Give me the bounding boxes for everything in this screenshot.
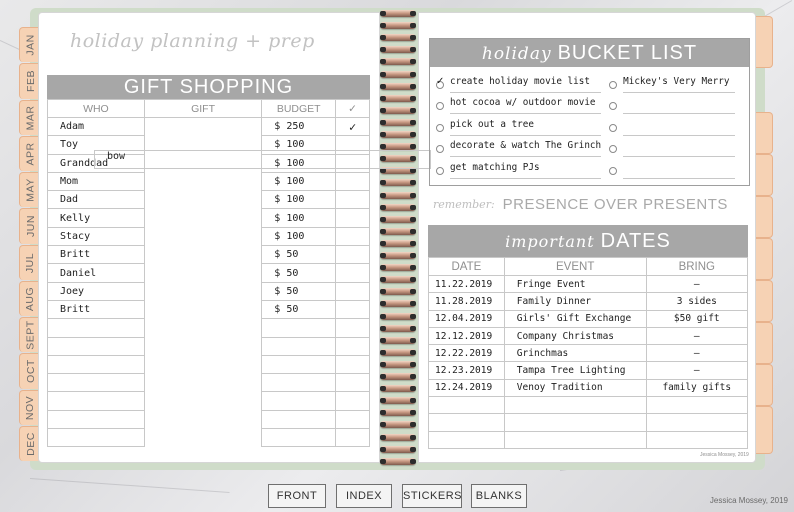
dates-row (429, 431, 748, 448)
dates-cell-date[interactable]: 12.12.2019 (429, 327, 505, 344)
bucket-list-item-text[interactable]: decorate & watch The Grinch (450, 140, 601, 157)
gift-row (48, 355, 370, 373)
checkbox-circle-icon[interactable] (609, 167, 617, 175)
right-tab[interactable] (754, 280, 773, 322)
month-tab-label: MAR (24, 105, 37, 131)
gift-cell-who[interactable]: Stacy (48, 227, 145, 245)
dates-cell-event[interactable] (504, 431, 646, 448)
gift-cell-budget[interactable]: $ 50 (262, 264, 336, 282)
gift-cell-budget[interactable] (262, 337, 336, 355)
gift-cell-who[interactable]: Adam (48, 118, 145, 136)
gift-row (48, 209, 370, 227)
spiral-ring (380, 252, 416, 259)
dates-cell-event[interactable] (504, 397, 646, 414)
spiral-ring (380, 373, 416, 380)
dates-cell-date[interactable] (429, 397, 505, 414)
gift-table (47, 99, 370, 447)
bucket-list-heading: BUCKET LIST (557, 42, 698, 64)
gift-cell-who[interactable] (48, 429, 145, 447)
dates-cell-bring[interactable] (646, 397, 747, 414)
gift-cell-budget[interactable]: $ 250 (262, 118, 336, 136)
spiral-ring (380, 458, 416, 465)
gift-cell-gift[interactable] (94, 150, 431, 169)
dates-cell-bring[interactable]: — (646, 362, 747, 379)
dates-cell-bring[interactable]: family gifts (646, 379, 747, 396)
month-tab-label: AUG (24, 286, 37, 312)
gift-row (48, 264, 370, 282)
bucket-list-item-text[interactable]: get matching PJs (450, 162, 601, 179)
bucket-list-item (436, 71, 609, 93)
dates-cell-bring[interactable]: $50 gift (646, 310, 747, 327)
spiral-ring (380, 22, 416, 29)
gift-row (48, 282, 370, 300)
bucket-list-item-text[interactable]: pick out a tree (450, 119, 601, 136)
gift-row (48, 191, 370, 209)
gift-cell-budget[interactable]: $ 50 (262, 300, 336, 318)
gift-row (48, 300, 370, 318)
bucket-list-item-text[interactable] (623, 97, 735, 114)
bucket-list-item (609, 93, 743, 115)
spiral-ring (380, 228, 416, 235)
spiral-ring (380, 409, 416, 416)
gift-cell-budget[interactable]: $ 50 (262, 246, 336, 264)
gift-cell-check[interactable] (336, 355, 370, 373)
gift-cell-gift[interactable]: bow (94, 150, 431, 169)
bucket-list-item-text[interactable] (623, 119, 735, 136)
gift-cell-who[interactable]: Kelly (48, 209, 145, 227)
bucket-list-item-text[interactable]: hot cocoa w/ outdoor movie (450, 97, 601, 114)
right-tab[interactable] (754, 364, 773, 406)
month-tab-label: APR (24, 142, 37, 166)
gift-cell-who[interactable] (48, 392, 145, 410)
gift-cell-check[interactable] (336, 392, 370, 410)
column-header-event: EVENT (504, 258, 646, 276)
dates-cell-date[interactable] (429, 414, 505, 431)
bucket-list-script: holiday (481, 44, 552, 64)
gift-row (48, 337, 370, 355)
gift-cell-who[interactable]: Toy (48, 136, 145, 154)
gift-cell-check[interactable] (336, 374, 370, 392)
spiral-ring (380, 349, 416, 356)
spiral-ring (380, 204, 416, 211)
gift-row (48, 246, 370, 264)
nav-button-front[interactable]: FRONT (268, 484, 326, 508)
spiral-ring (380, 216, 416, 223)
bucket-list-item (609, 114, 743, 136)
dates-cell-bring[interactable] (646, 414, 747, 431)
dates-table-header (429, 258, 748, 276)
month-tab-label: JUL (24, 252, 37, 273)
gift-row (48, 227, 370, 245)
spiral-ring (380, 288, 416, 295)
month-tab-label: JAN (24, 34, 37, 56)
important-dates-section (428, 225, 748, 449)
right-page-tabs (754, 14, 772, 462)
gift-cell-budget[interactable]: $ 100 (262, 136, 336, 154)
gift-cell-check[interactable] (336, 319, 370, 337)
spiral-ring (380, 397, 416, 404)
gift-cell-budget[interactable] (262, 410, 336, 428)
dates-cell-event[interactable]: Company Christmas (504, 327, 646, 344)
spiral-ring (380, 385, 416, 392)
dates-cell-date[interactable]: 12.23.2019 (429, 362, 505, 379)
right-tab[interactable] (754, 238, 773, 280)
month-tab-label: MAY (24, 178, 37, 202)
dates-row (429, 397, 748, 414)
dates-cell-event[interactable]: Venoy Tradition (504, 379, 646, 396)
bucket-list-item (436, 93, 609, 115)
checkbox-circle-icon[interactable] (609, 102, 617, 110)
spiral-ring (380, 446, 416, 453)
column-header-check: ✓ (336, 100, 370, 118)
gift-row (48, 374, 370, 392)
bucket-list-section (429, 38, 750, 186)
checkmark-icon: ✓ (436, 75, 445, 87)
gift-row (48, 410, 370, 428)
gift-row (48, 429, 370, 447)
nav-button-blanks[interactable]: BLANKS (471, 484, 527, 508)
dates-cell-event[interactable]: Family Dinner (504, 293, 646, 310)
gift-cell-check[interactable] (336, 172, 370, 190)
gift-cell-check[interactable] (336, 209, 370, 227)
checkbox-circle-icon[interactable] (436, 167, 444, 175)
important-dates-heading: DATES (600, 230, 671, 252)
checkbox-circle-icon[interactable] (436, 102, 444, 110)
bottom-nav (0, 482, 794, 512)
dates-row (429, 327, 748, 344)
gift-cell-budget[interactable] (262, 355, 336, 373)
gift-cell-check[interactable] (336, 410, 370, 428)
important-dates-script: important (505, 232, 595, 251)
column-header-who: WHO (48, 100, 145, 118)
dates-table (428, 257, 748, 449)
checkbox-circle-icon[interactable] (436, 145, 444, 153)
right-tab[interactable] (754, 16, 773, 68)
dates-cell-event[interactable]: Fringe Event (504, 276, 646, 293)
gift-cell-check[interactable] (336, 429, 370, 447)
column-header-date: DATE (429, 258, 505, 276)
spiral-binding (378, 6, 418, 468)
important-dates-title (428, 225, 748, 257)
month-tab-label: SEPT (24, 320, 37, 350)
gift-cell-budget[interactable] (262, 319, 336, 337)
gift-cell-budget[interactable]: $ 100 (262, 227, 336, 245)
spiral-ring (380, 179, 416, 186)
gift-cell-who[interactable]: Joey (48, 282, 145, 300)
remember-script: remember: (433, 198, 495, 211)
gift-cell-who[interactable] (48, 410, 145, 428)
gift-row (48, 172, 370, 190)
bucket-list-item (609, 136, 743, 158)
spiral-ring (380, 46, 416, 53)
dates-row (429, 345, 748, 362)
dates-cell-bring[interactable]: 3 sides (646, 293, 747, 310)
page-title: holiday planning + prep (70, 30, 315, 52)
gift-cell-who[interactable] (48, 337, 145, 355)
dates-row (429, 414, 748, 431)
dates-cell-bring[interactable]: — (646, 345, 747, 362)
bucket-list-item (609, 157, 743, 179)
gift-row (48, 118, 370, 136)
right-tab[interactable] (754, 196, 773, 238)
checkbox-circle-icon[interactable] (609, 124, 617, 132)
spiral-ring (380, 276, 416, 283)
gift-shopping-section (47, 75, 370, 447)
nav-button-index[interactable]: INDEX (336, 484, 392, 508)
gift-cell-who[interactable]: Britt (48, 246, 145, 264)
spiral-ring (380, 34, 416, 41)
gift-cell-check[interactable] (336, 246, 370, 264)
dates-cell-date[interactable]: 11.22.2019 (429, 276, 505, 293)
gift-cell-who[interactable]: Daniel (48, 264, 145, 282)
gift-cell-budget[interactable] (262, 392, 336, 410)
gift-cell-budget[interactable]: $ 50 (262, 282, 336, 300)
spiral-ring (380, 10, 416, 17)
spiral-ring (380, 192, 416, 199)
column-header-gift: GIFT (144, 100, 261, 118)
bucket-list-item (436, 114, 609, 136)
month-tab-label: JUN (24, 215, 37, 238)
spiral-ring (380, 119, 416, 126)
right-tab[interactable] (754, 406, 773, 454)
gift-cell-who[interactable] (48, 374, 145, 392)
dates-cell-event[interactable]: Tampa Tree Lighting (504, 362, 646, 379)
dates-row (429, 362, 748, 379)
checkbox-circle-icon[interactable] (609, 145, 617, 153)
dates-row (429, 293, 748, 310)
bucket-list-column-right (609, 71, 743, 179)
bucket-list-item-text[interactable]: create holiday movie list (450, 76, 601, 93)
gift-cell-check[interactable] (336, 282, 370, 300)
spiral-ring (380, 325, 416, 332)
gift-cell-who[interactable] (48, 319, 145, 337)
spiral-ring (380, 83, 416, 90)
column-header-budget: BUDGET (262, 100, 336, 118)
gift-cell-check[interactable] (336, 227, 370, 245)
bucket-list-title (430, 39, 749, 67)
dates-cell-date[interactable]: 11.28.2019 (429, 293, 505, 310)
gift-cell-budget[interactable]: $ 100 (262, 172, 336, 190)
dates-cell-date[interactable]: 12.22.2019 (429, 345, 505, 362)
gift-cell-check[interactable]: ✓ (336, 118, 370, 136)
gift-cell-budget[interactable]: $ 100 (262, 209, 336, 227)
right-tab[interactable] (754, 322, 773, 364)
gift-cell-budget[interactable]: $ 100 (262, 191, 336, 209)
gift-cell-budget[interactable]: $ 100 (262, 154, 336, 172)
dates-cell-bring[interactable] (646, 431, 747, 448)
bucket-list-item (609, 71, 743, 93)
dates-cell-event[interactable] (504, 414, 646, 431)
dates-cell-event[interactable]: Girls' Gift Exchange (504, 310, 646, 327)
checkbox-circle-icon[interactable] (609, 81, 617, 89)
month-tab-label: FEB (24, 70, 37, 93)
gift-cell-who[interactable]: Granddad (48, 154, 145, 172)
dates-row (429, 379, 748, 396)
dates-cell-bring[interactable]: — (646, 327, 747, 344)
gift-cell-check[interactable] (336, 300, 370, 318)
gift-cell-check[interactable] (336, 264, 370, 282)
spiral-ring (380, 434, 416, 441)
gift-cell-budget[interactable] (262, 374, 336, 392)
bucket-list-column-left (436, 71, 609, 179)
column-header-bring: BRING (646, 258, 747, 276)
page-credit: Jessica Mossey, 2019 (700, 452, 749, 458)
checkbox-circle-icon[interactable] (436, 75, 445, 89)
spiral-ring (380, 361, 416, 368)
bucket-list-item-text[interactable] (623, 162, 735, 179)
dates-cell-date[interactable]: 12.04.2019 (429, 310, 505, 327)
dates-cell-event[interactable]: Grinchmas (504, 345, 646, 362)
spiral-ring (380, 107, 416, 114)
image-credit: Jessica Mossey, 2019 (709, 496, 788, 505)
remember-banner (433, 196, 748, 213)
spiral-ring (380, 240, 416, 247)
gift-cell-check[interactable] (336, 191, 370, 209)
dates-cell-date[interactable] (429, 431, 505, 448)
spiral-ring (380, 421, 416, 428)
gift-cell-who[interactable]: Britt (48, 300, 145, 318)
month-tab-label: DEC (24, 432, 37, 456)
dates-cell-bring[interactable]: — (646, 276, 747, 293)
month-tab-label: OCT (24, 359, 37, 384)
gift-cell-who[interactable] (48, 355, 145, 373)
gift-cell-who[interactable]: Dad (48, 191, 145, 209)
bucket-list-item (436, 136, 609, 158)
checkbox-circle-icon[interactable] (436, 124, 444, 132)
month-tab-label: NOV (24, 395, 37, 420)
dates-row (429, 310, 748, 327)
gift-cell-budget[interactable] (262, 429, 336, 447)
gift-row (48, 392, 370, 410)
bucket-list-item-text[interactable]: Mickey's Very Merry (623, 76, 735, 93)
spiral-ring (380, 313, 416, 320)
gift-cell-check[interactable] (336, 337, 370, 355)
spiral-ring (380, 131, 416, 138)
gift-row (48, 319, 370, 337)
spiral-ring (380, 337, 416, 344)
right-tab[interactable] (754, 112, 773, 154)
nav-button-stickers[interactable]: STICKERS (402, 484, 462, 508)
remember-text: PRESENCE OVER PRESENTS (502, 196, 728, 213)
right-tab[interactable] (754, 154, 773, 196)
bucket-list-item-text[interactable] (623, 140, 735, 157)
gift-cell-who[interactable]: Mom (48, 172, 145, 190)
gift-shopping-title: GIFT SHOPPING (47, 75, 370, 99)
spiral-ring (380, 264, 416, 271)
dates-cell-date[interactable]: 12.24.2019 (429, 379, 505, 396)
dates-row (429, 276, 748, 293)
gift-table-header (48, 100, 370, 118)
spiral-ring (380, 58, 416, 65)
spiral-ring (380, 300, 416, 307)
spiral-ring (380, 95, 416, 102)
spiral-ring (380, 71, 416, 78)
bucket-list-item (436, 157, 609, 179)
